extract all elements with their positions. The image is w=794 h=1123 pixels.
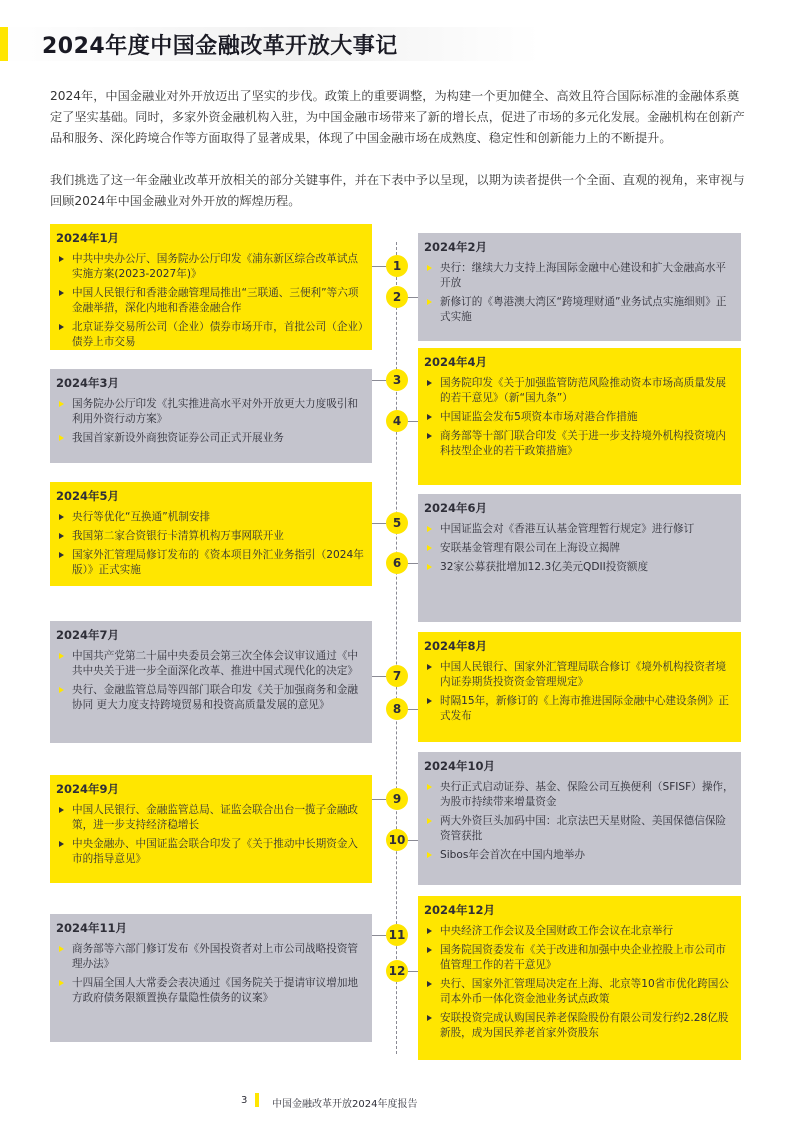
timeline-marker: 9 — [386, 788, 408, 810]
event-date: 2024年7月 — [56, 628, 120, 642]
timeline-marker: 10 — [386, 829, 408, 851]
event-item: 我国首家新设外商独资证券公司正式开展业务 — [56, 431, 366, 446]
timeline-marker: 11 — [386, 924, 408, 946]
connector-line — [372, 380, 386, 381]
report-name: 中国金融改革开放2024年度报告 — [272, 1099, 418, 1110]
event-date: 2024年2月 — [424, 240, 488, 254]
event-item: 商务部等六部门修订发布《外国投资者对上市公司战略投资管理办法》 — [56, 942, 366, 972]
event-item: 央行正式启动证券、基金、保险公司互换便利（SFISF）操作，为股市持续带来增量资金 — [424, 780, 735, 810]
connector-line — [407, 840, 418, 841]
connector-line — [372, 676, 386, 677]
timeline-marker: 4 — [386, 410, 408, 432]
connector-line — [407, 709, 418, 710]
event-date: 2024年1月 — [56, 231, 120, 245]
timeline-marker: 5 — [386, 512, 408, 534]
event-item: 中共中央办公厅、国务院办公厅印发《浦东新区综合改革试点实施方案(2023-2027年)》 — [56, 252, 366, 282]
event-item: 国务院国资委发布《关于改进和加强中央企业控股上市公司市值管理工作的若干意见》 — [424, 943, 735, 973]
event-item: 商务部等十部门联合印发《关于进一步支持境外机构投资境内科技型企业的若干政策措施》 — [424, 429, 735, 459]
intro-paragraph-2: 我们挑选了这一年金融业改革开放相关的部分关键事件，并在下表中予以呈现，以期为读者提供一个全面、直观的视角，来审视与回顾2024年中国金融业对外开放的辉煌历程。 — [50, 173, 745, 208]
event-date: 2024年3月 — [56, 376, 120, 390]
timeline-marker: 1 — [386, 255, 408, 277]
connector-line — [372, 266, 386, 267]
event-date: 2024年11月 — [56, 921, 128, 935]
event-date: 2024年4月 — [424, 355, 488, 369]
event-box-apr — [418, 348, 741, 485]
event-item: 中国人民银行和香港金融管理局推出“三联通、三便利”等六项金融举措，深化内地和香港金融合作 — [56, 286, 366, 316]
event-date: 2024年9月 — [56, 782, 120, 796]
event-item: 安联投资完成认购国民养老保险股份有限公司发行约2.28亿股新股，成为国民养老首家外资股东 — [424, 1011, 735, 1041]
connector-line — [407, 421, 418, 422]
connector-line — [407, 297, 418, 298]
event-box-sep — [50, 775, 372, 883]
event-box-aug — [418, 632, 741, 742]
event-item: 中央经济工作会议及全国财政工作会议在北京举行 — [424, 924, 735, 939]
timeline-marker: 2 — [386, 286, 408, 308]
event-box-jun — [418, 494, 741, 622]
event-item: 我国第二家合资银行卡清算机构万事网联开业 — [56, 529, 366, 544]
page-number: 3 — [241, 1095, 248, 1106]
event-box-jul — [50, 621, 372, 743]
event-item: 北京证券交易所公司（企业）债券市场开市，首批公司（企业）债券上市交易 — [56, 320, 366, 350]
connector-line — [372, 799, 386, 800]
event-item: 国务院办公厅印发《扎实推进高水平对外开放更大力度吸引和利用外资行动方案》 — [56, 397, 366, 427]
timeline-marker: 6 — [386, 552, 408, 574]
event-date: 2024年12月 — [424, 903, 496, 917]
event-box-nov — [50, 914, 372, 1042]
intro-paragraph-1: 2024年，中国金融业对外开放迈出了坚实的步伐。政策上的重要调整，为构建一个更加健全、高效且符合国际标准的金融体系奠定了坚实基础。同时，多家外资金融机构入驻，为中国金融市场带来了新的增长点，促进了市场的多元化发展。金融机构在创新产品和服务、深化跨境合作等方面取得了显著成果，体现了中国金融市场在成熟度、稳定性和创新能力上的不断提升。 — [50, 89, 745, 145]
page-title: 2024年度中国金融改革开放大事记 — [42, 34, 398, 59]
title-accent-bar — [0, 27, 8, 61]
event-item: 新修订的《粤港澳大湾区“跨境理财通”业务试点实施细则》正式实施 — [424, 295, 735, 325]
event-box-dec — [418, 896, 741, 1060]
timeline-marker: 8 — [386, 698, 408, 720]
event-date: 2024年8月 — [424, 639, 488, 653]
event-item: 两大外资巨头加码中国：北京法巴天星财险、美国保德信保险资管获批 — [424, 814, 735, 844]
event-item: 中国证监会发布5项资本市场对港合作措施 — [424, 410, 735, 425]
event-item: 32家公募获批增加12.3亿美元QDII投资额度 — [424, 560, 735, 575]
connector-line — [372, 523, 386, 524]
event-item: 央行：继续大力支持上海国际金融中心建设和扩大金融高水平开放 — [424, 261, 735, 291]
event-box-jan — [50, 224, 372, 350]
event-item: 国家外汇管理局修订发布的《资本项目外汇业务指引（2024年版）》正式实施 — [56, 548, 366, 578]
event-date: 2024年5月 — [56, 489, 120, 503]
event-item: 中国共产党第二十届中央委员会第三次全体会议审议通过《中共中央关于进一步全面深化改革、推进中国式现代化的决定》 — [56, 649, 366, 679]
event-item: 中国人民银行、国家外汇管理局联合修订《境外机构投资者境内证券期货投资资金管理规定》 — [424, 660, 735, 690]
event-date: 2024年10月 — [424, 759, 496, 773]
event-date: 2024年6月 — [424, 501, 488, 515]
event-box-feb — [418, 233, 741, 341]
timeline-marker: 7 — [386, 665, 408, 687]
event-item: 国务院印发《关于加强监管防范风险推动资本市场高质量发展的若干意见》（新“国九条”） — [424, 376, 735, 406]
connector-line — [407, 971, 418, 972]
timeline-marker: 12 — [386, 960, 408, 982]
event-item: 中国证监会对《香港互认基金管理暂行规定》进行修订 — [424, 522, 735, 537]
connector-line — [372, 935, 386, 936]
event-item: 十四届全国人大常委会表决通过《国务院关于提请审议增加地方政府债务限额置换存量隐性债务的议案》 — [56, 976, 366, 1006]
connector-line — [407, 563, 418, 564]
event-box-oct — [418, 752, 741, 885]
timeline-marker: 3 — [386, 369, 408, 391]
footer-accent-bar — [255, 1093, 259, 1107]
event-item: 央行、金融监管总局等四部门联合印发《关于加强商务和金融协同 更大力度支持跨境贸易和投资高质量发展的意见》 — [56, 683, 366, 713]
event-box-mar — [50, 369, 372, 463]
event-item: 央行等优化“互换通”机制安排 — [56, 510, 366, 525]
event-item: 安联基金管理有限公司在上海设立揭牌 — [424, 541, 735, 556]
event-item: 中央金融办、中国证监会联合印发了《关于推动中长期资金入市的指导意见》 — [56, 837, 366, 867]
event-box-may — [50, 482, 372, 586]
event-item: 央行、国家外汇管理局决定在上海、北京等10省市优化跨国公司本外币一体化资金池业务试点政策 — [424, 977, 735, 1007]
event-item: Sibos年会首次在中国内地举办 — [424, 848, 735, 863]
event-item: 中国人民银行、金融监管总局、证监会联合出台一揽子金融政策，进一步支持经济稳增长 — [56, 803, 366, 833]
event-item: 时隔15年，新修订的《上海市推进国际金融中心建设条例》正式发布 — [424, 694, 735, 724]
